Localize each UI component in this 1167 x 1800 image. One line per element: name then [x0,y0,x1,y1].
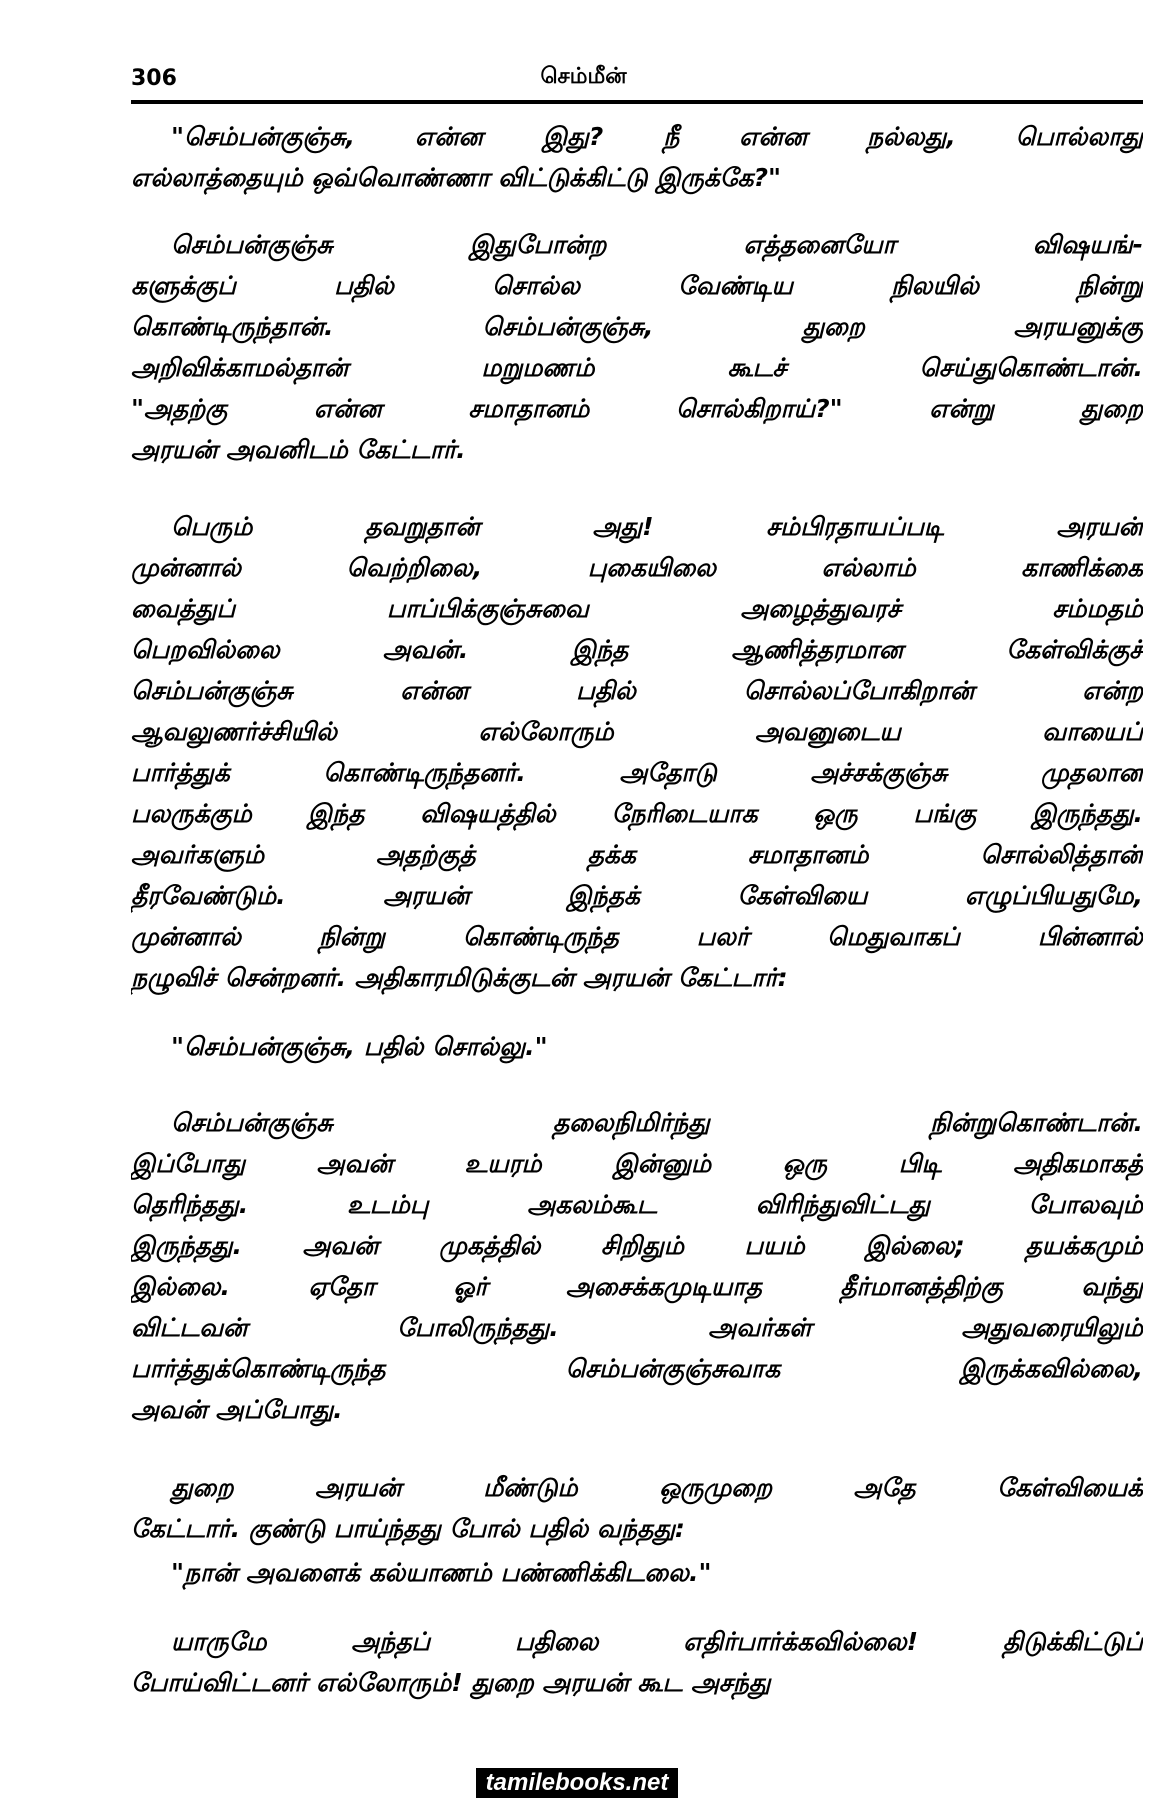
paragraph [131,1102,1143,1430]
text-line: "நான் அவளைக் கல்யாணம் பண்ணிக்கிடலை." [171,1558,712,1587]
text-line: தீரவேண்டும். அரயன் இந்தக் கேள்வியை எழுப்பியதுமே, [131,881,1143,910]
text-line: முன்னால் வெற்றிலை, புகையிலை எல்லாம் காணிக்கை [131,553,1143,582]
text-line: போய்விட்டனர் எல்லோரும்! துறை அரயன் கூட அசந்து [131,1668,771,1697]
header-rule [131,100,1143,104]
paragraph [131,506,1143,998]
text-line: அரயன் அவனிடம் கேட்டார். [131,435,466,464]
text-line: அவர்களும் அதற்குத் தக்க சமாதானம் சொல்லித்தான் [131,840,1143,869]
text-line: நழுவிச் சென்றனர். அதிகாரமிடுக்குடன் அரயன் கேட்டார்: [131,963,788,992]
text-line: பார்த்துக் கொண்டிருந்தனர். அதோடு அச்சக்குஞ்சு முதலான [131,758,1143,787]
text-line: இருந்தது. அவன் முகத்தில் சிறிதும் பயம் இல்லை; தயக்கமும் [131,1231,1143,1260]
text-line: செம்பன்குஞ்சு என்ன பதில் சொல்லப்போகிறான் என்ற [131,676,1143,705]
paragraph [131,1467,1143,1549]
text-line: பெறவில்லை அவன். இந்த ஆணித்தரமான கேள்விக்குச் [131,635,1143,664]
text-line: பலருக்கும் இந்த விஷயத்தில் நேரிடையாக ஒரு பங்கு இருந்தது. [131,799,1143,828]
text-line: பெரும் தவறுதான் அது! சம்பிரதாயப்படி அரயன் [171,512,1143,541]
text-line: அவன் அப்போது. [131,1395,343,1424]
text-line: கேட்டார். குண்டு பாய்ந்தது போல் பதில் வந்தது: [131,1514,685,1543]
paragraph [131,116,1143,198]
text-line: "செம்பன்குஞ்சு, என்ன இது? நீ என்ன நல்லது, பொல்லாது [171,122,1143,151]
running-title: செம்மீன் [540,64,627,89]
text-line: முன்னால் நின்று கொண்டிருந்த பலர் மெதுவாகப் பின்னால் [131,922,1143,951]
text-line: செம்பன்குஞ்சு தலைநிமிர்ந்து நின்றுகொண்டான். [171,1108,1143,1137]
text-line: "அதற்கு என்ன சமாதானம் சொல்கிறாய்?" என்று துறை [131,394,1143,423]
text-line: எல்லாத்தையும் ஒவ்வொண்ணா விட்டுக்கிட்டு இருக்கே?" [131,163,782,192]
text-line: "செம்பன்குஞ்சு, பதில் சொல்லு." [171,1032,548,1061]
page-number: 306 [131,66,177,91]
text-line: இப்போது அவன் உயரம் இன்னும் ஒரு பிடி அதிகமாகத் [131,1149,1143,1178]
text-line: ஆவலுணர்ச்சியில் எல்லோரும் அவனுடைய வாயைப் [131,717,1143,746]
text-line: கொண்டிருந்தான். செம்பன்குஞ்சு, துறை அரயனுக்கு [131,312,1143,341]
text-line: யாருமே அந்தப் பதிலை எதிர்பார்க்கவில்லை! திடுக்கிட்டுப் [171,1627,1143,1656]
text-line: களுக்குப் பதில் சொல்ல வேண்டிய நிலயில் நின்று [131,271,1143,300]
text-line: செம்பன்குஞ்சு இதுபோன்ற எத்தனையோ விஷயங்- [171,230,1143,259]
text-line: வைத்துப் பாப்பிக்குஞ்சுவை அழைத்துவரச் சம்மதம் [131,594,1143,623]
paragraph [131,224,1143,470]
text-line: அறிவிக்காமல்தான் மறுமணம் கூடச் செய்துகொண்டான். [131,353,1143,382]
text-line: இல்லை. ஏதோ ஓர் அசைக்கமுடியாத தீர்மானத்திற்கு வந்து [131,1272,1143,1301]
watermark: tamilebooks.net [476,1768,678,1798]
text-line: துறை அரயன் மீண்டும் ஒருமுறை அதே கேள்வியைக் [171,1473,1143,1502]
text-line: பார்த்துக்கொண்டிருந்த செம்பன்குஞ்சுவாக இருக்கவில்லை, [131,1354,1143,1383]
paragraph [131,1552,1143,1593]
text-line: விட்டவன் போலிருந்தது. அவர்கள் அதுவரையிலும் [131,1313,1143,1342]
paragraph [131,1621,1143,1703]
paragraph [131,1026,1143,1067]
text-line: தெரிந்தது. உடம்பு அகலம்கூட விரிந்துவிட்டது போலவும் [131,1190,1143,1219]
